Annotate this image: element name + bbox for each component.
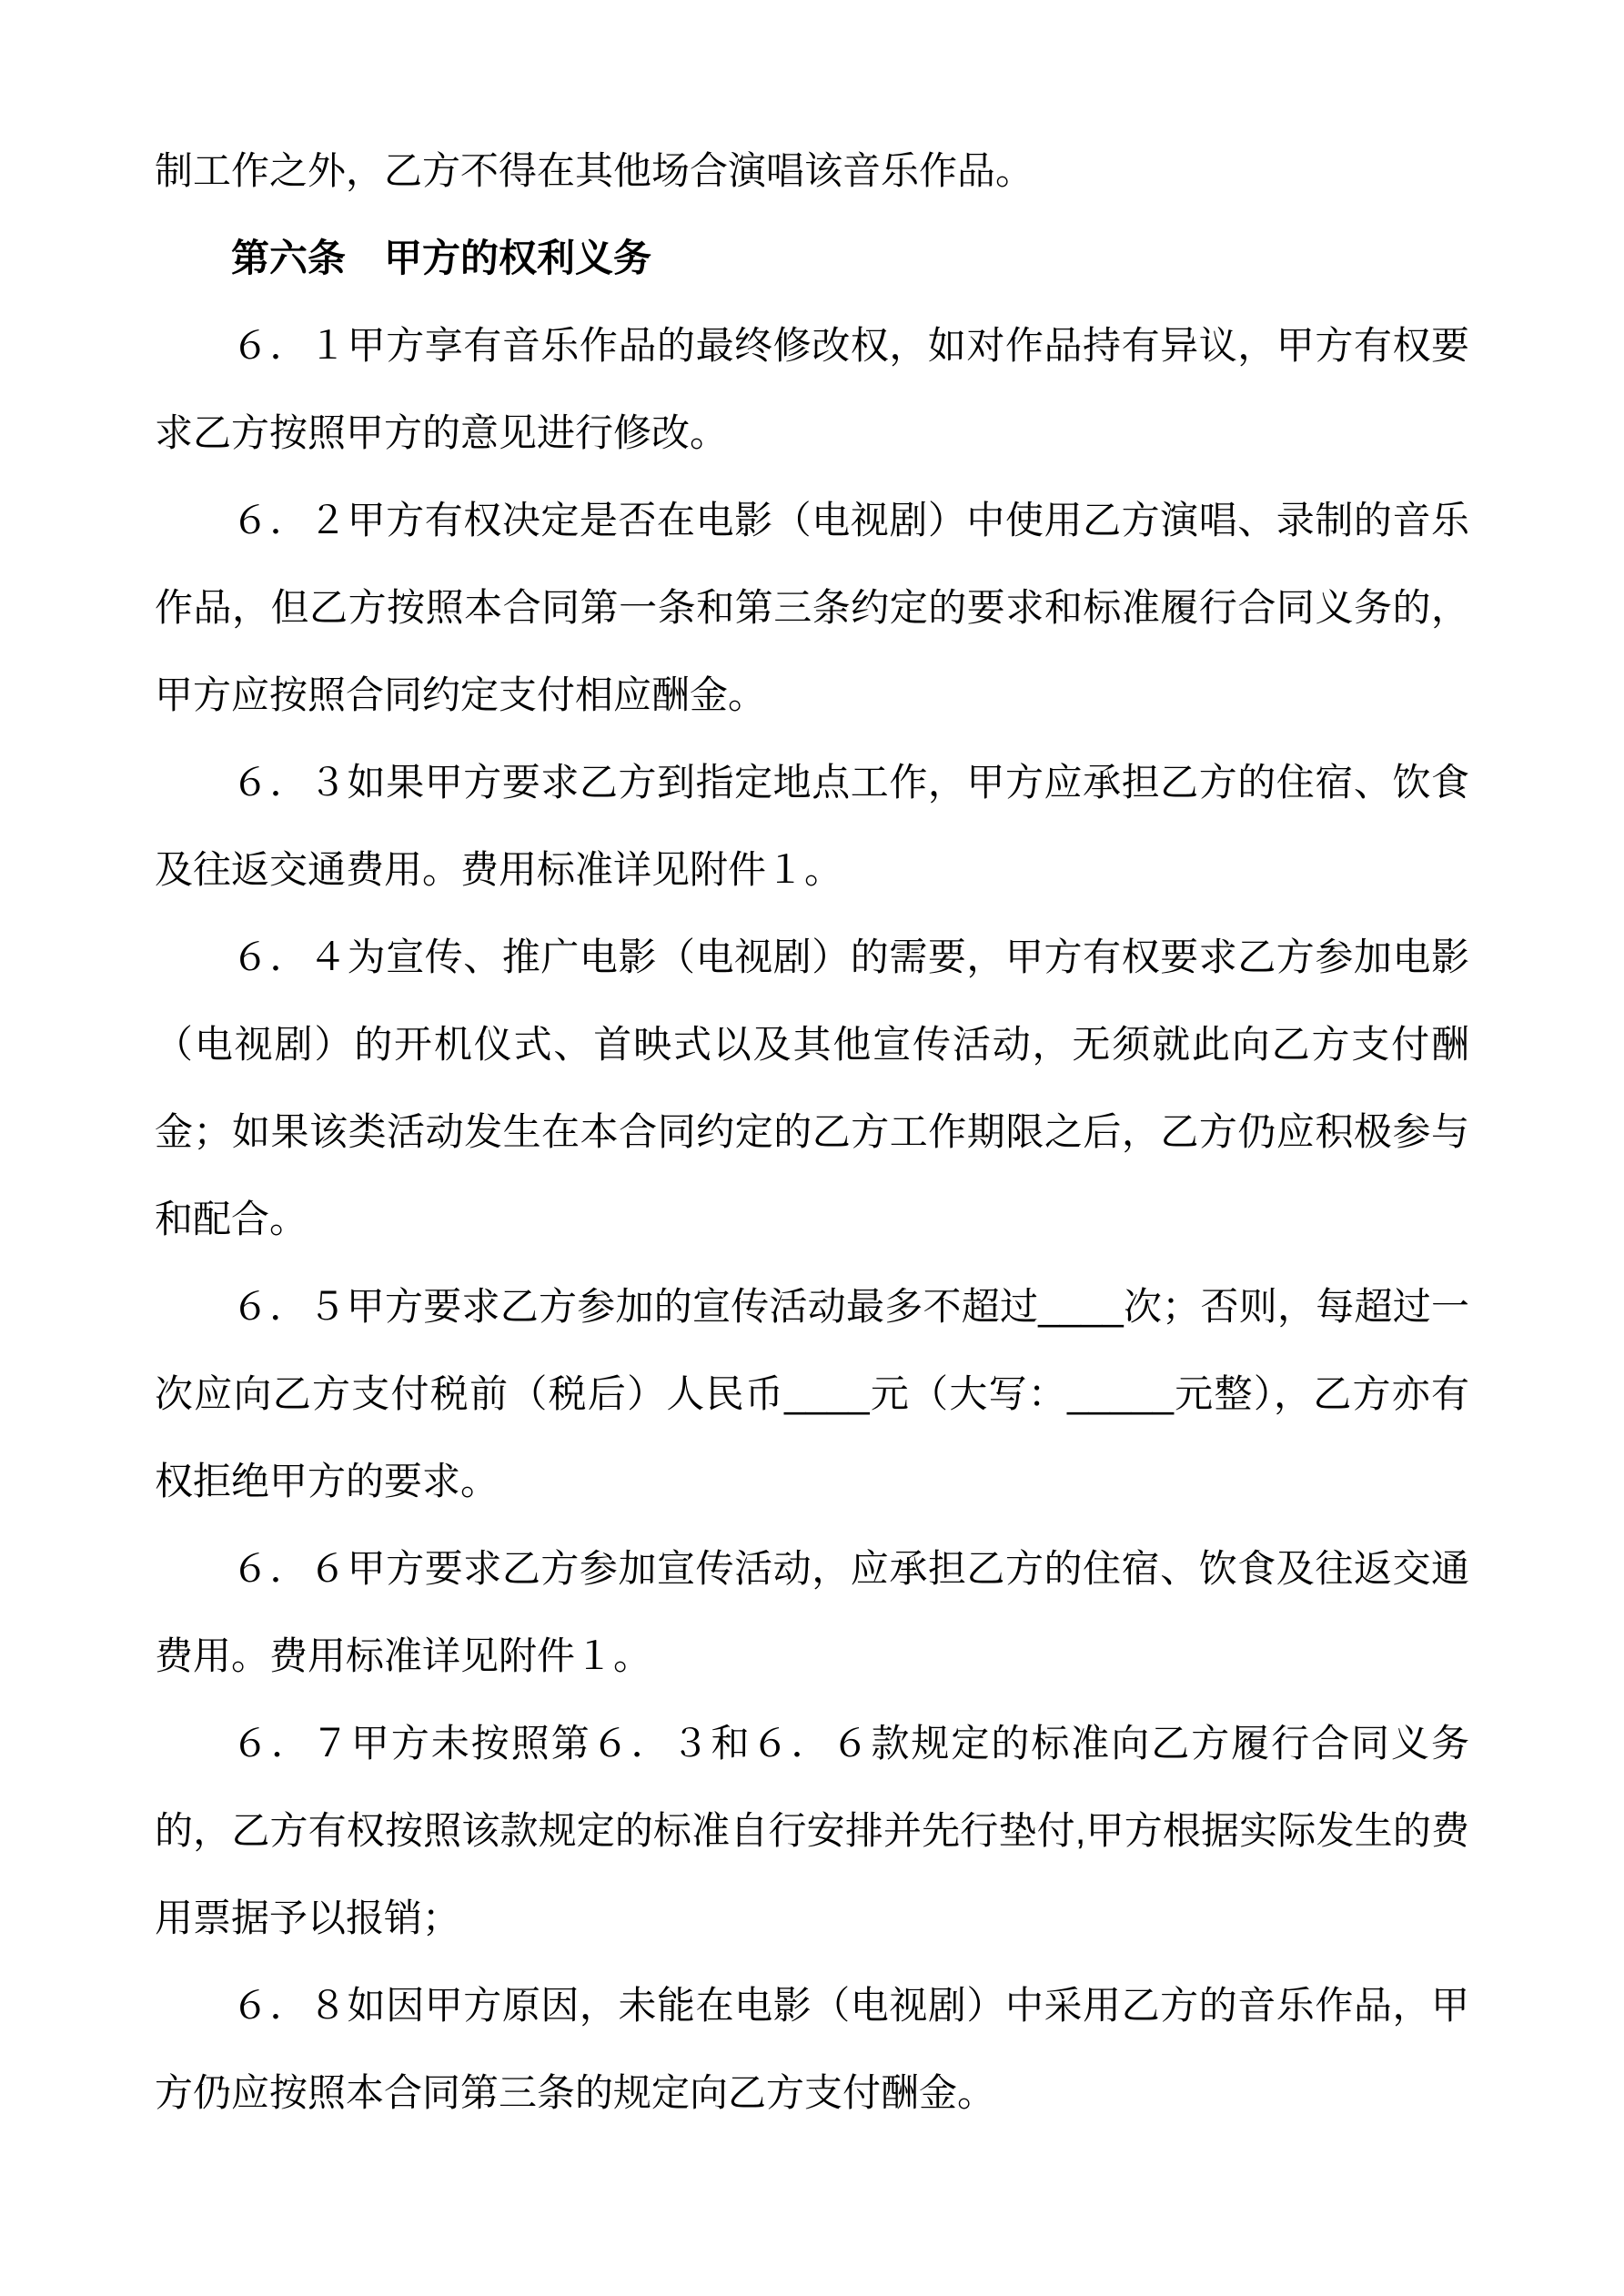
clause-6-1: ６．１甲方享有音乐作品的最终修改权，如对作品持有异议，甲方有权要求乙方按照甲方的意见进行修改。 bbox=[155, 324, 1469, 454]
continuation-text: 制工作之外，乙方不得在其他场合演唱该音乐作品。 bbox=[155, 149, 1034, 192]
clause-6-4: ６．４为宣传、推广电影（电视剧）的需要，甲方有权要求乙方参加电影（电视剧）的开机仪式、首映式以及其他宣传活动，无须就此向乙方支付酬金；如果该类活动发生在本合同约定的乙方工作期限之后，乙方仍应积极参与和配合。 bbox=[155, 936, 1469, 1240]
clause-6-5: ６．５甲方要求乙方参加的宣传活动最多不超过____次；否则，每超过一次应向乙方支付税前（税后）人民币____元（大写：_____元整），乙方亦有权拒绝甲方的要求。 bbox=[155, 1285, 1469, 1502]
clause-6-8: ６．８如因甲方原因，未能在电影（电视剧）中采用乙方的音乐作品，甲方仍应按照本合同第三条的规定向乙方支付酬金。 bbox=[155, 1984, 1469, 2114]
clause-6-3: ６．３如果甲方要求乙方到指定地点工作，甲方应承担乙方的住宿、饮食及往返交通费用。费用标准详见附件１。 bbox=[155, 761, 1469, 891]
clause-6-2: ６．２甲方有权决定是否在电影（电视剧）中使用乙方演唱、录制的音乐作品，但乙方按照本合同第一条和第三条约定的要求和标准履行合同义务的，甲方应按照合同约定支付相应酬金。 bbox=[155, 499, 1469, 716]
section-heading-article-6: 第六条 甲方的权利义务 bbox=[231, 237, 652, 279]
clause-6-6: ６．６甲方要求乙方参加宣传活动，应承担乙方的住宿、饮食及往返交通费用。费用标准详见附件１。 bbox=[155, 1547, 1469, 1677]
clause-6-7: ６．７甲方未按照第６．３和６．６款规定的标准向乙方履行合同义务的，乙方有权按照该款规定的标准自行安排并先行垫付,甲方根据实际发生的费用票据予以报销； bbox=[155, 1722, 1469, 1939]
